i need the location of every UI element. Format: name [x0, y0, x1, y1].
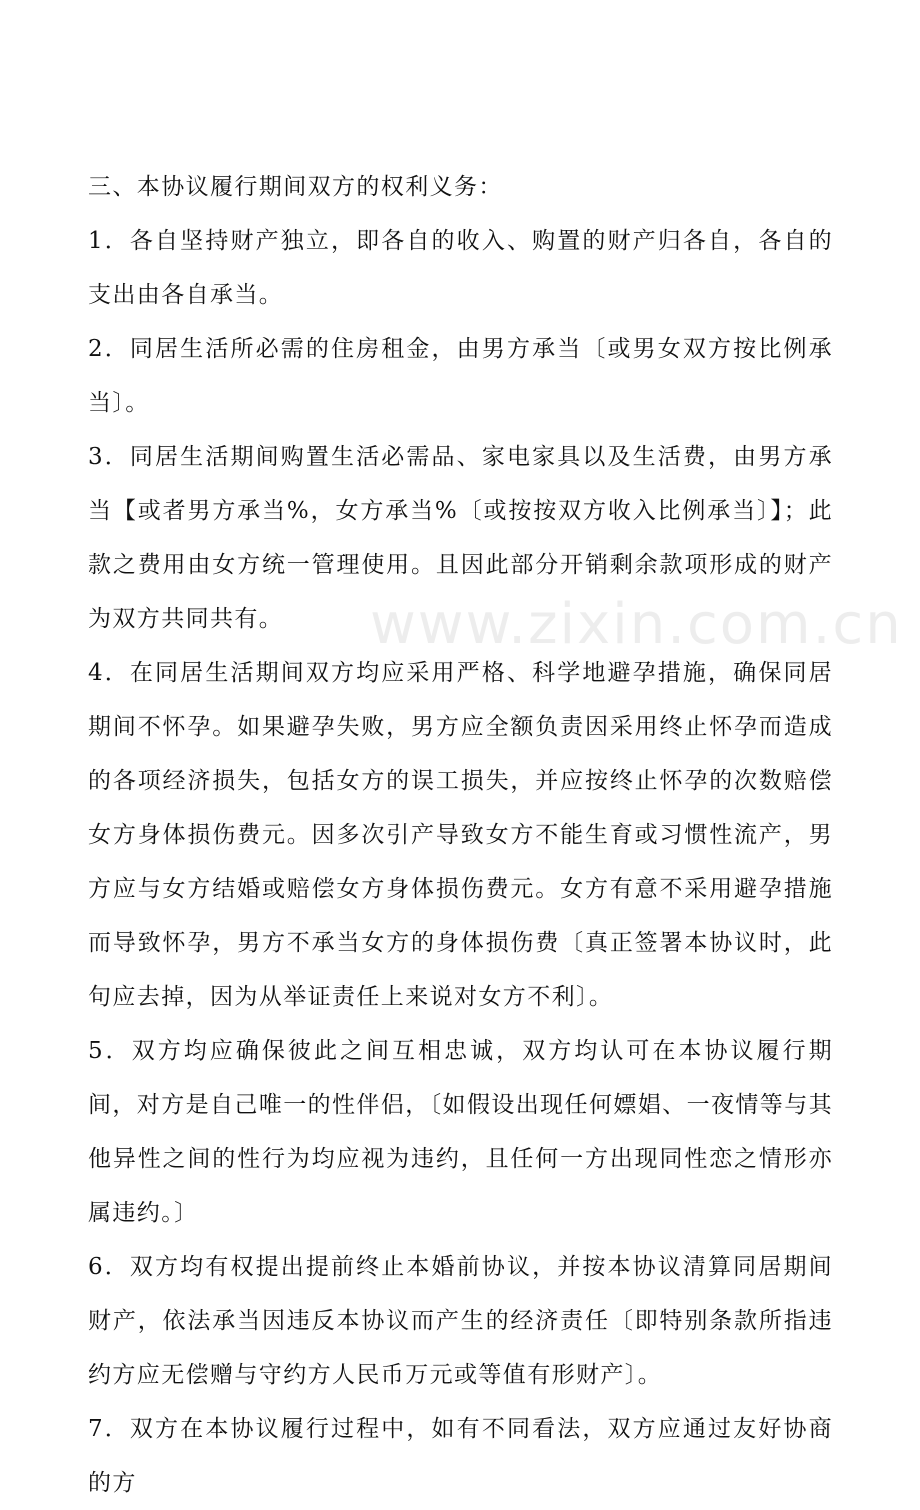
- clause-1: 1．各自坚持财产独立，即各自的收入、购置的财产归各自，各自的支出由各自承当。: [88, 228, 833, 308]
- watermark: www.zixin.com.cn: [370, 592, 903, 657]
- clause-4: 4．在同居生活期间双方均应采用严格、科学地避孕措施，确保同居期间不怀孕。如果避孕失败，男方应全额负责因采用终止怀孕而造成的各项经济损失，包括女方的误工损失，并应按终止怀孕的次数赔偿女方身体损伤费元。因多次引产导致女方不能生育或习惯性流产，男方应与女方结婚或赔偿女方身体损伤费元。女方有意不采用避孕措施而导致怀孕，男方不承当女方的身体损伤费〔真正签署本协议时，此句应去掉，因为从举证责任上来说对女方不利〕。: [88, 660, 833, 1010]
- section-heading: 三、本协议履行期间双方的权利义务：: [88, 174, 503, 200]
- document-body: [88, 160, 833, 1510]
- clause-3: 3．同居生活期间购置生活必需品、家电家具以及生活费，由男方承当【或者男方承当%，女方承当%〔或按按双方收入比例承当〕】；此款之费用由女方统一管理使用。且因此部分开销剩余款项形成的财产为双方共同共有。: [88, 444, 833, 632]
- clause-2: 2．同居生活所必需的住房租金，由男方承当〔或男女双方按比例承当〕。: [88, 336, 833, 416]
- clause-5: 5．双方均应确保彼此之间互相忠诚，双方均认可在本协议履行期间，对方是自己唯一的性伴侣，〔如假设出现任何嫖娼、一夜情等与其他异性之间的性行为均应视为违约，且任何一方出现同性恋之情形亦属违约。〕: [88, 1038, 833, 1226]
- clause-6: 6．双方均有权提出提前终止本婚前协议，并按本协议清算同居期间财产，依法承当因违反本协议而产生的经济责任〔即特别条款所指违约方应无偿赠与守约方人民币万元或等值有形财产〕。: [88, 1254, 833, 1388]
- clause-7: 7．双方在本协议履行过程中，如有不同看法，双方应通过友好协商的方: [88, 1416, 833, 1496]
